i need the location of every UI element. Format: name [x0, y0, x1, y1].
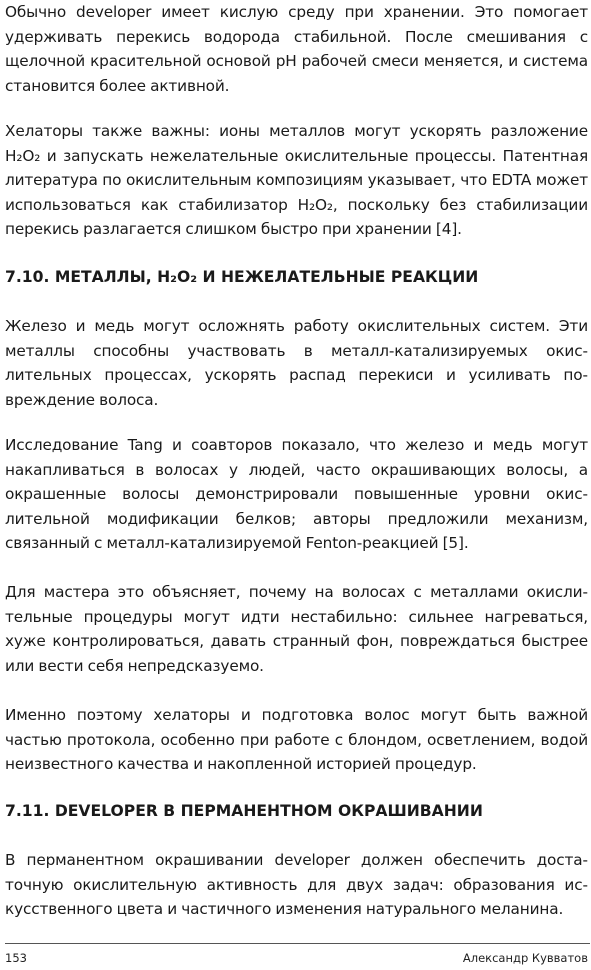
- paragraph-chelators: [5, 119, 588, 242]
- paragraph-iron-copper: [5, 314, 588, 412]
- paragraph-text: Для мастера это объясняет, почему на волосах с металлами окислительные процедуры могут идти нестабильно: сильнее нагреваться, хуже контролироваться, давать странный фон, повреждаться быстрее или вести себя непредсказуемо.: [5, 583, 588, 675]
- section-title: 7.11. DEVELOPER В ПЕРМАНЕНТНОМ ОКРАШИВАНИИ: [5, 802, 483, 820]
- page-number: 153: [5, 951, 27, 965]
- document-page: [5, 0, 588, 970]
- paragraph-text: В перманентном окрашивании developer должен обеспечить достаточную окислительную активность для двух задач: образования искусственного цвета и частичного изменения натурального меланина.: [5, 851, 588, 918]
- paragraph-text: Обычно developer имеет кислую среду при хранении. Это помогает удерживать перекись водорода стабильной. После смешивания с щелочной красительной основой pH рабочей смеси меняется, и система становится более активной.: [5, 3, 588, 95]
- paragraph-text: Хелаторы также важны: ионы металлов могут ускорять разложение H₂O₂ и запускать нежелательные окислительные процессы. Патентная литература по окислительным композициям указывает, что EDTA может использоваться как стабилизатор H₂O₂, поскольку без стабилизации перекись разлагается слишком быстро при хранении [4].: [5, 122, 588, 238]
- footer-divider: [5, 943, 590, 944]
- paragraph-developer-acid: [5, 0, 588, 98]
- paragraph-permanent-coloring: [5, 848, 588, 922]
- section-title: 7.10. МЕТАЛЛЫ, H₂O₂ И НЕЖЕЛАТЕЛЬНЫЕ РЕАКЦИИ: [5, 268, 479, 286]
- paragraph-text: Исследование Tang и соавторов показало, что железо и медь могут накапливаться в волосах у людей, часто окрашивающих волосы, а окрашенные волосы демонстрировали повышенные уровни окислительной модификации белков; авторы предложили механизм, связанный с металл-катализируемой Fenton-реакцией [5].: [5, 436, 588, 552]
- paragraph-text: Железо и медь могут осложнять работу окислительных систем. Эти металлы способны участвовать в металл-катализируемых окислительных процессах, ускорять распад перекиси и усиливать повреждение волоса.: [5, 317, 588, 409]
- section-heading-7-11: [5, 799, 588, 823]
- paragraph-chelators-protocol: [5, 703, 588, 777]
- paragraph-tang-study: [5, 433, 588, 556]
- footer-author: Александр Кувватов: [462, 951, 588, 965]
- paragraph-master-explanation: [5, 580, 588, 678]
- section-heading-7-10: [5, 265, 588, 289]
- paragraph-text: Именно поэтому хелаторы и подготовка волос могут быть важной частью протокола, особенно при работе с блондом, осветлением, водой неизвестного качества и накопленной историей процедур.: [5, 706, 588, 773]
